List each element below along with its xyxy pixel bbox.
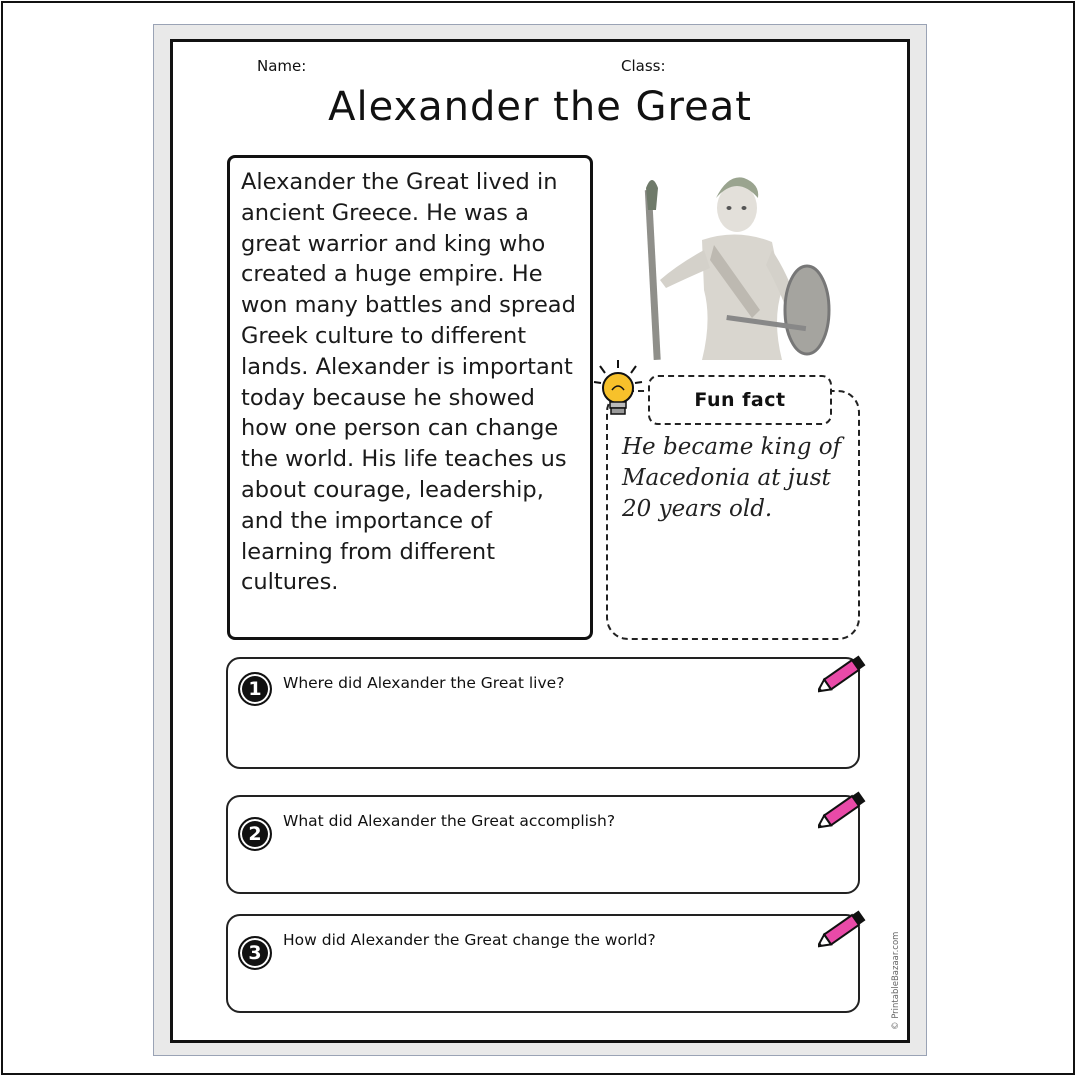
question-2-answer-box[interactable] — [226, 795, 860, 894]
class-label: Class: — [621, 57, 666, 75]
fun-fact-heading: Fun fact — [648, 375, 832, 425]
pencil-icon — [818, 905, 870, 951]
name-label: Name: — [257, 57, 307, 75]
question-3-text: How did Alexander the Great change the world? — [283, 931, 656, 949]
credit-text: © PrintableBazaar.com — [891, 931, 901, 1030]
lightbulb-icon — [592, 358, 644, 420]
question-2-text: What did Alexander the Great accomplish? — [283, 812, 616, 830]
question-3-answer-box[interactable] — [226, 914, 860, 1013]
question-1-text: Where did Alexander the Great live? — [283, 674, 565, 692]
question-2-number: 2 — [238, 817, 272, 851]
page-title: Alexander the Great — [328, 84, 752, 130]
statue-illustration — [632, 170, 842, 360]
passage-box — [227, 155, 593, 640]
question-3-number: 3 — [238, 936, 272, 970]
pencil-icon — [818, 650, 870, 696]
pencil-icon — [818, 786, 870, 832]
passage-text: Alexander the Great lived in ancient Greece. He was a great warrior and king who created a huge empire. He won many battles and spread Greek culture to different lands. Alexander is important today because he showed how one person can change the world. His life teaches us about courage, leadership, and the importance of learning from different cultures. — [241, 169, 576, 596]
fun-fact-text: He became king of Macedonia at just 20 years old. — [622, 434, 842, 522]
question-1-number: 1 — [238, 672, 272, 706]
